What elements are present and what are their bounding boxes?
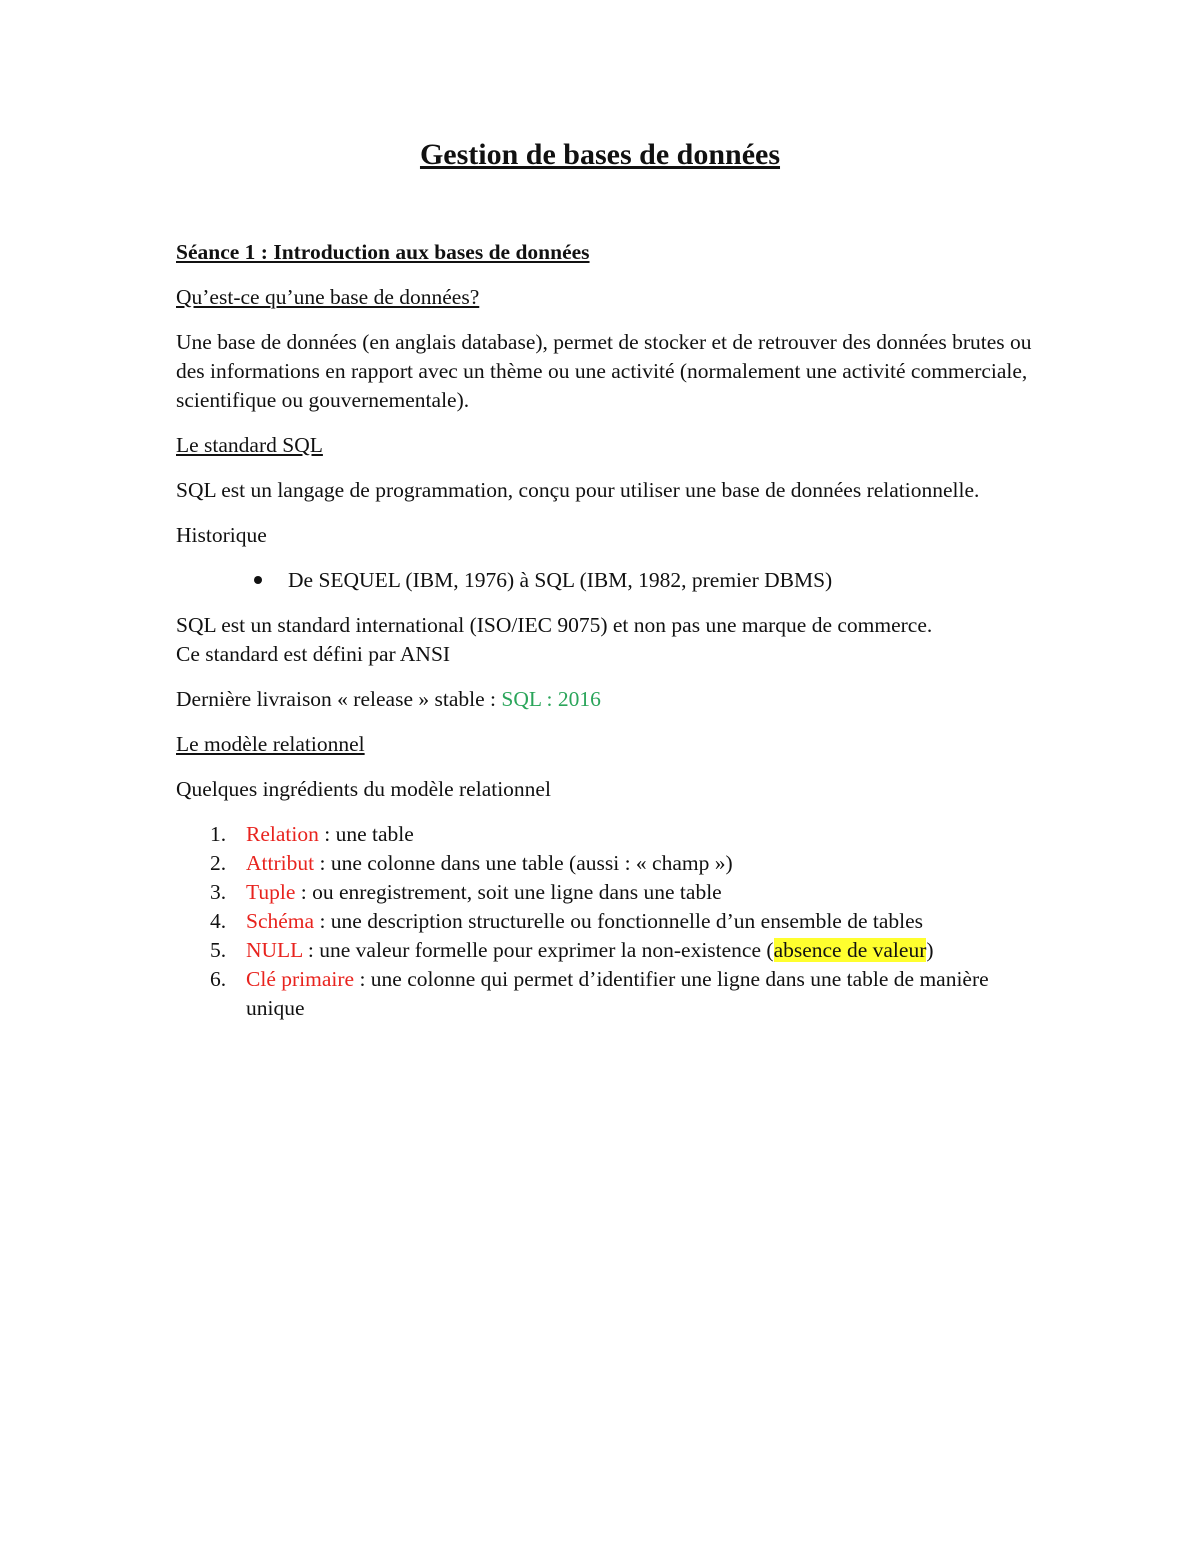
term-description: : une table bbox=[318, 822, 414, 846]
item-number: 4. bbox=[210, 909, 227, 933]
section-heading-sql: Le standard SQL bbox=[176, 433, 323, 457]
list-item bbox=[176, 566, 1046, 595]
release-prefix: Dernière livraison « release » stable : bbox=[176, 687, 502, 711]
paragraph-sql-definition: SQL est un langage de programmation, conçu pour utiliser une base de données relationnelle. bbox=[176, 478, 980, 502]
relational-model-intro: Quelques ingrédients du modèle relationnel bbox=[176, 777, 551, 801]
release-value: SQL : 2016 bbox=[501, 687, 601, 711]
term-relation: Relation bbox=[246, 822, 319, 846]
term-schema: Schéma bbox=[246, 909, 315, 933]
document-body bbox=[176, 238, 1046, 1023]
item-number: 2. bbox=[210, 851, 227, 875]
list-item bbox=[176, 878, 1046, 907]
paragraph-standard-line2: Ce standard est défini par ANSI bbox=[176, 642, 451, 666]
list-item bbox=[176, 907, 1046, 936]
paragraph-database-definition: Une base de données (en anglais database), permet de stocker et de retrouver des données brutes ou des informations en rapport avec un thème ou une activité (normalement une activité commerciale, scientifique ou gouvernementale). bbox=[176, 330, 1032, 412]
item-number: 1. bbox=[210, 822, 227, 846]
term-null: NULL bbox=[246, 938, 303, 962]
term-description: : une colonne qui permet d’identifier une ligne dans une table de manière unique bbox=[246, 967, 989, 1020]
item-number: 6. bbox=[210, 967, 227, 991]
list-item bbox=[176, 820, 1046, 849]
history-list bbox=[176, 566, 1046, 595]
relational-ingredients-list bbox=[176, 820, 1046, 1023]
term-description: : une colonne dans une table (aussi : « champ ») bbox=[314, 851, 733, 875]
paragraph-standard-line1: SQL est un standard international (ISO/IEC 9075) et non pas une marque de commerce. bbox=[176, 613, 933, 637]
section-heading-relational-model: Le modèle relationnel bbox=[176, 732, 365, 756]
term-tuple: Tuple bbox=[246, 880, 296, 904]
term-description: : ou enregistrement, soit une ligne dans une table bbox=[295, 880, 722, 904]
session-heading: Séance 1 : Introduction aux bases de données bbox=[176, 240, 590, 264]
history-item-text: De SEQUEL (IBM, 1976) à SQL (IBM, 1982, premier DBMS) bbox=[288, 568, 833, 592]
highlighted-text: absence de valeur bbox=[773, 938, 927, 962]
term-description-end: ) bbox=[926, 938, 934, 962]
term-description: : une valeur formelle pour exprimer la non-existence ( bbox=[302, 938, 774, 962]
list-item bbox=[176, 849, 1046, 878]
term-attribut: Attribut bbox=[246, 851, 315, 875]
release-line bbox=[176, 685, 1046, 714]
term-description: : une description structurelle ou fonctionnelle d’un ensemble de tables bbox=[314, 909, 924, 933]
bullet-icon bbox=[254, 576, 262, 584]
section-heading-database: Qu’est-ce qu’une base de données? bbox=[176, 285, 480, 309]
list-item bbox=[176, 936, 1046, 965]
document-title: Gestion de bases de données bbox=[419, 138, 781, 171]
item-number: 5. bbox=[210, 938, 227, 962]
history-label: Historique bbox=[176, 523, 267, 547]
list-item bbox=[176, 965, 1046, 1023]
term-cle-primaire: Clé primaire bbox=[246, 967, 355, 991]
item-number: 3. bbox=[210, 880, 227, 904]
